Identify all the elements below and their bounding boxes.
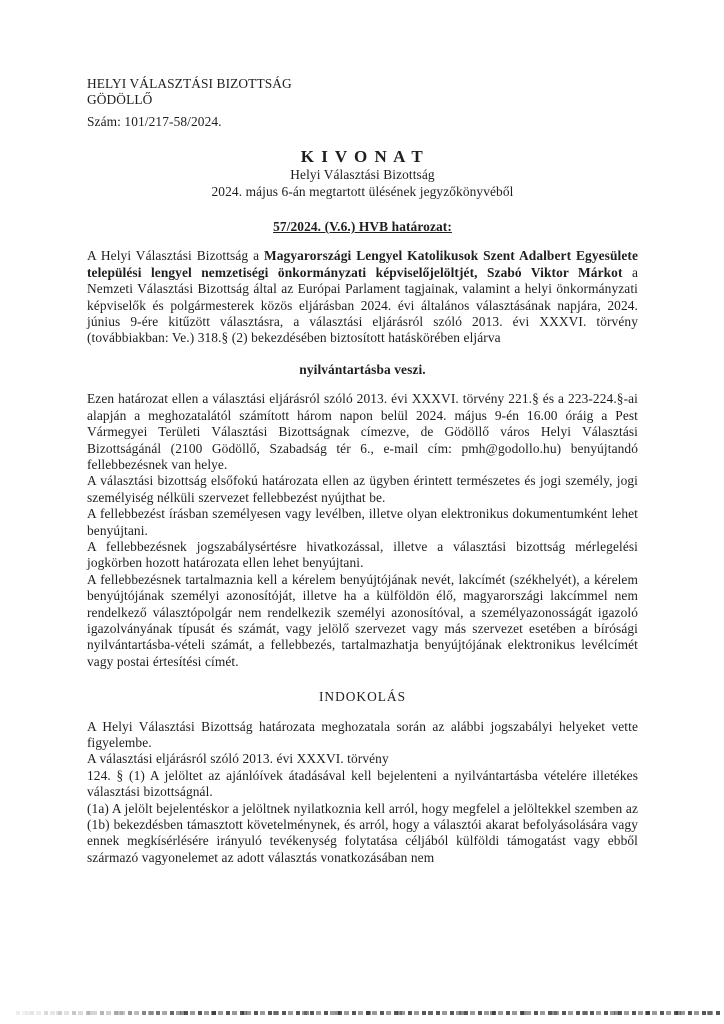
organization-name: HELYI VÁLASZTÁSI BIZOTTSÁG [87,76,292,91]
extract-subtitle-committee: Helyi Választási Bizottság [290,167,435,183]
appeal-paragraph-grounds: A fellebbezésnek jogszabálysértésre hivatkozással, illetve a választási bizottság mérlegelési jogkörben hozott határozata ellen lehet benyújtani. [87,538,638,571]
case-number: Szám: 101/217-58/2024. [87,113,222,129]
candidate-organization-name: Magyarországi Lengyel Katolikusok Szent Adalbert Egyesülete települési lengyel nemzetiségi önkormányzati képviselőjelöltjét, Szabó Viktor Márkot [87,248,638,280]
justification-paragraph-intro: A Helyi Választási Bizottság határozata meghozatala során az alábbi jogszabályi helyeket vette figyelembe. [87,718,638,750]
extract-title-block [87,147,638,200]
scan-artifact-line [16,1011,722,1015]
appeal-paragraph-submission-form: A fellebbezést írásban személyesen vagy levélben, illetve olyan elektronikus dokumentumként lehet benyújtani. [87,506,638,538]
decision-paragraph [87,248,638,346]
document-content [87,76,638,866]
appeal-section [87,391,638,670]
justification-heading: INDOKOLÁS [318,689,407,705]
decision-text-lead: A Helyi Választási Bizottság a [87,248,265,264]
appeal-paragraph-required-content: A fellebbezésnek tartalmaznia kell a kérelem benyújtójának nevét, lakcímét (székhelyét), a kérelem benyújtójának személyi azonosítóját, illetve ha a külföldön élő, magyarországi lakcímmel nem rendelkező választópolgár nem rendelkezik személyi azonosítóval, a személyazonosságát igazoló igazolványának típusát és számát, vagy jelölő szervezet vagy más szervezet esetében a bírósági nyilvántartásba-vételi számát, a fellebbezés, tartalmazhatja benyújtójának elektronikus levélcímét vagy postai értesítési címét. [87,571,638,669]
extract-subtitle-session: 2024. május 6-án megtartott ülésének jegyzőkönyvéből [211,183,514,199]
organization-city: GÖDÖLLŐ [87,92,153,108]
justification-paragraph-law-reference: A választási eljárásról szóló 2013. évi XXXVI. törvény [87,751,389,767]
document-header [87,76,638,130]
extract-title: K I V O N A T [300,147,425,167]
decision-text-tail: a Nemzeti Választási Bizottság által az Európai Parlament tagjainak, valamint a helyi önkormányzati képviselők és polgármesterek közös eljárásban 2024. évi általános választásának napjára, 2024. június 9-ére kitűzött választásra, a választási eljárásról szóló 2013. évi XXXVI. törvény (továbbiakban: Ve.) 318.§ (2) bekezdésében biztosított hatáskörében eljárva [87,264,638,346]
justification-paragraph-section-1a: (1a) A jelölt bejelentéskor a jelöltnek nyilatkoznia kell arról, hogy megfelel a jelöltekkel szemben az (1b) bekezdésben támasztott követelménynek, és arról, hogy a választói akarat befolyásolására vagy ennek megkísérlésére irányuló tevékenység folytatása céljából külföldi támogatást vagy ebből származó vagyonelemet az adott választás vonatkozásában nem [87,800,638,865]
appeal-paragraph-eligibility: A választási bizottság elsőfokú határozata ellen az ügyben érintett természetes és jogi személy, jogi személyiség nélküli szervezet fellebbezést nyújthat be. [87,473,638,505]
appeal-paragraph-deadline: Ezen határozat ellen a választási eljárásról szóló 2013. évi XXXVI. törvény 221.§ és a 223-224.§-ai alapján a meghozatalától számított három napon belül 2024. május 9-én 16.00 óráig a Pest Vármegyei Területi Választási Bizottságnak címezve, de Gödöllő város Helyi Választási Bizottságánál (2100 Gödöllő, Szabadság tér 6., e-mail cím: pmh@godollo.hu) benyújtandó fellebbezésnek van helye. [87,391,638,472]
justification-section [87,719,638,867]
decision-number-heading: 57/2024. (V.6.) HVB határozat: [273,219,452,235]
justification-paragraph-section-124: 124. § (1) A jelöltet az ajánlóívek átadásával kell bejelenteni a nyilvántartásba vételére illetékes választási bizottságnál. [87,767,638,800]
verdict-statement: nyilvántartásba veszi. [299,361,426,377]
